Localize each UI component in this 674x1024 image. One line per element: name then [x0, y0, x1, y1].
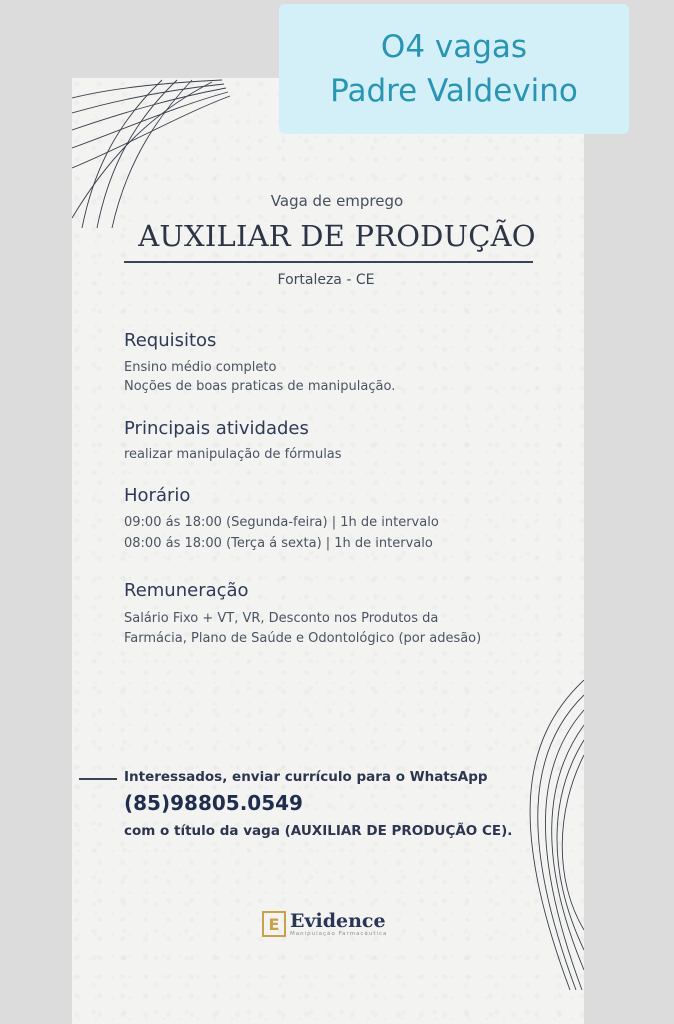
requirement-item: Noções de boas praticas de manipulação. [124, 379, 396, 394]
activity-item: realizar manipulação de fórmulas [124, 447, 342, 462]
vacancy-banner [279, 4, 629, 134]
requirements-heading: Requisitos [124, 330, 217, 351]
logo-tagline: Manipulação Farmacêutica [290, 931, 388, 937]
schedule-item: 09:00 ás 18:00 (Segunda-feira) | 1h de intervalo [124, 515, 439, 530]
wave-lines-bottom-right [500, 680, 584, 990]
logo-name: Evidence [290, 910, 386, 932]
job-location: Fortaleza - CE [277, 272, 375, 288]
contact-intro: Interessados, enviar currículo para o WhatsApp [124, 769, 488, 785]
schedule-item: 08:00 ás 18:00 (Terça á sexta) | 1h de intervalo [124, 536, 433, 551]
contact-divider [79, 778, 117, 780]
title-divider [124, 261, 533, 263]
banner-line-1: O4 vagas [380, 29, 528, 65]
job-title: AUXILIAR DE PRODUÇÃO [138, 219, 536, 253]
whatsapp-phone[interactable]: (85)98805.0549 [124, 791, 303, 815]
banner-line-2: Padre Valdevino [330, 73, 578, 109]
evidence-logo [262, 911, 387, 937]
pay-item: Farmácia, Plano de Saúde e Odontológico (por adesão) [124, 631, 482, 646]
schedule-heading: Horário [124, 485, 191, 506]
eyebrow-text: Vaga de emprego [270, 192, 404, 210]
pay-heading: Remuneração [124, 580, 249, 601]
contact-note: com o título da vaga (AUXILIAR DE PRODUÇÃO CE). [124, 823, 513, 839]
requirement-item: Ensino médio completo [124, 360, 277, 375]
activities-heading: Principais atividades [124, 418, 309, 439]
pay-item: Salário Fixo + VT, VR, Desconto nos Produtos da [124, 611, 439, 626]
logo-mark-icon: E [262, 911, 286, 937]
